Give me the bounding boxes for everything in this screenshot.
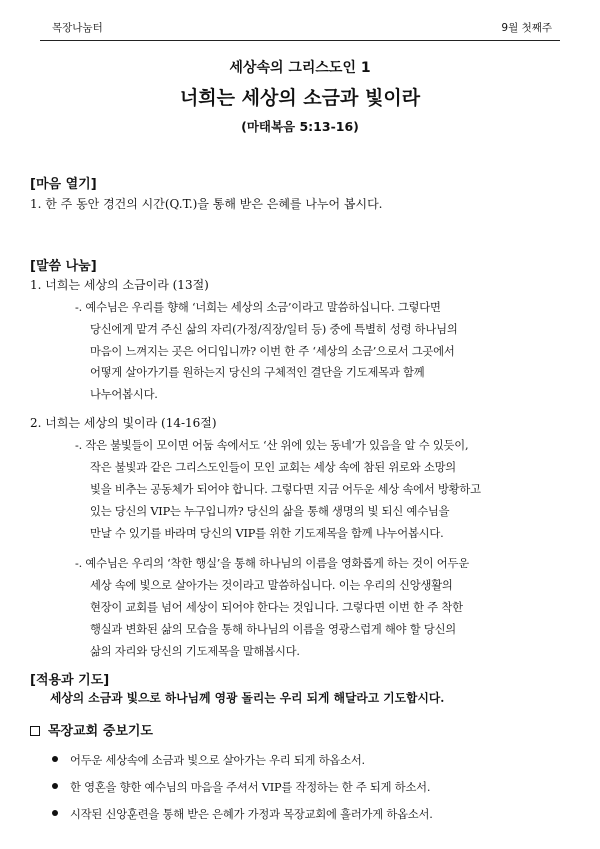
prayer-item	[52, 779, 430, 795]
light-a-line-2: 작은 불빛과 같은 그리스도인들이 모인 교회는 세상 속에 참된 위로와 소망의	[90, 461, 457, 474]
light-a-line-5: 만날 수 있기를 바라며 당신의 VIP를 위한 기도제목을 함께 나누어봅시다.	[90, 527, 444, 540]
prayer-item	[52, 752, 365, 768]
salt-line-3: 마음이 느껴지는 곳은 어디입니까? 이번 한 주 ‘세상의 소금’으로서 그곳에서	[90, 345, 455, 358]
header-rule	[40, 40, 560, 41]
bullet-icon	[52, 783, 58, 789]
light-a-line-3: 빛을 비추는 공동체가 되어야 합니다. 그렇다면 지금 어두운 세상 속에서 방황하고	[90, 483, 481, 496]
light-a-line-1: -. 작은 불빛들이 모이면 어둠 속에서도 ‘산 위에 있는 동네’가 있음을 알 수 있듯이,	[75, 439, 469, 452]
light-b-line-3: 현장이 교회를 넘어 세상이 되어야 한다는 것입니다. 그렇다면 이번 한 주 착한	[90, 601, 463, 614]
subheading-salt: 1. 너희는 세상의 소금이라 (13절)	[30, 278, 209, 292]
series-title: 세상속의 그리스도인 1	[229, 60, 371, 76]
header-right: 9월 첫째주	[501, 22, 552, 34]
light-b-line-5: 삶의 자리와 당신의 기도제목을 말해봅시다.	[90, 645, 300, 658]
prayer-item-text: 시작된 신앙훈련을 통해 받은 은혜가 가정과 목장교회에 흘러가게 하옵소서.	[70, 808, 433, 821]
salt-line-2: 당신에게 맡겨 주신 삶의 자리(가정/직장/일터 등) 중에 특별히 성령 하나님의	[90, 323, 458, 336]
main-title: 너희는 세상의 소금과 빛이라	[179, 87, 421, 109]
bullet-icon	[52, 810, 58, 816]
prayer-item	[52, 806, 433, 822]
title-block	[0, 57, 600, 135]
salt-line-4: 어떻게 살아가기를 원하는지 당신의 구체적인 결단을 기도제목과 함께	[90, 366, 425, 379]
header-left: 목장나눔터	[52, 22, 103, 34]
light-b-line-1: -. 예수님은 우리의 ‘착한 행실’을 통해 하나님의 이름을 영화롭게 하는 것이 어두운	[75, 557, 469, 570]
checkbox-icon	[30, 726, 40, 736]
salt-line-5: 나누어봅시다.	[90, 388, 158, 401]
application-text: 세상의 소금과 빛으로 하나님께 영광 돌리는 우리 되게 해달라고 기도합시다.	[50, 691, 445, 705]
section-heading-application: [적용과 기도]	[30, 673, 110, 688]
light-a-line-4: 있는 당신의 VIP는 누구입니까? 당신의 삶을 통해 생명의 빛 되신 예수님을	[90, 505, 450, 518]
salt-line-1: -. 예수님은 우리를 향해 ‘너희는 세상의 소금’이라고 말씀하십니다. 그렇다면	[75, 301, 441, 314]
section-heading-word-sharing: [말씀 나눔]	[30, 259, 97, 274]
prayer-heading	[30, 720, 153, 739]
subheading-light: 2. 너희는 세상의 빛이라 (14-16절)	[30, 416, 217, 430]
prayer-item-text: 한 영혼을 향한 예수님의 마음을 주셔서 VIP를 작정하는 한 주 되게 하소서.	[70, 781, 431, 794]
bullet-icon	[52, 756, 58, 762]
prayer-heading-label: 목장교회 중보기도	[48, 724, 153, 739]
light-b-line-4: 행실과 변화된 삶의 모습을 통해 하나님의 이름을 영광스럽게 해야 할 당신의	[90, 623, 457, 636]
light-b-line-2: 세상 속에 빛으로 살아가는 것이라고 말씀하십니다. 이는 우리의 신앙생활의	[90, 579, 453, 592]
page-header	[40, 14, 560, 36]
scripture-reference: (마태복음 5:13-16)	[241, 119, 359, 134]
section-heading-open-heart: [마음 열기]	[30, 177, 97, 192]
prayer-item-text: 어두운 세상속에 소금과 빛으로 살아가는 우리 되게 하옵소서.	[70, 754, 365, 767]
question-1: 1. 한 주 동안 경건의 시간(Q.T.)을 통해 받은 은혜를 나누어 봅시다.	[30, 197, 383, 211]
